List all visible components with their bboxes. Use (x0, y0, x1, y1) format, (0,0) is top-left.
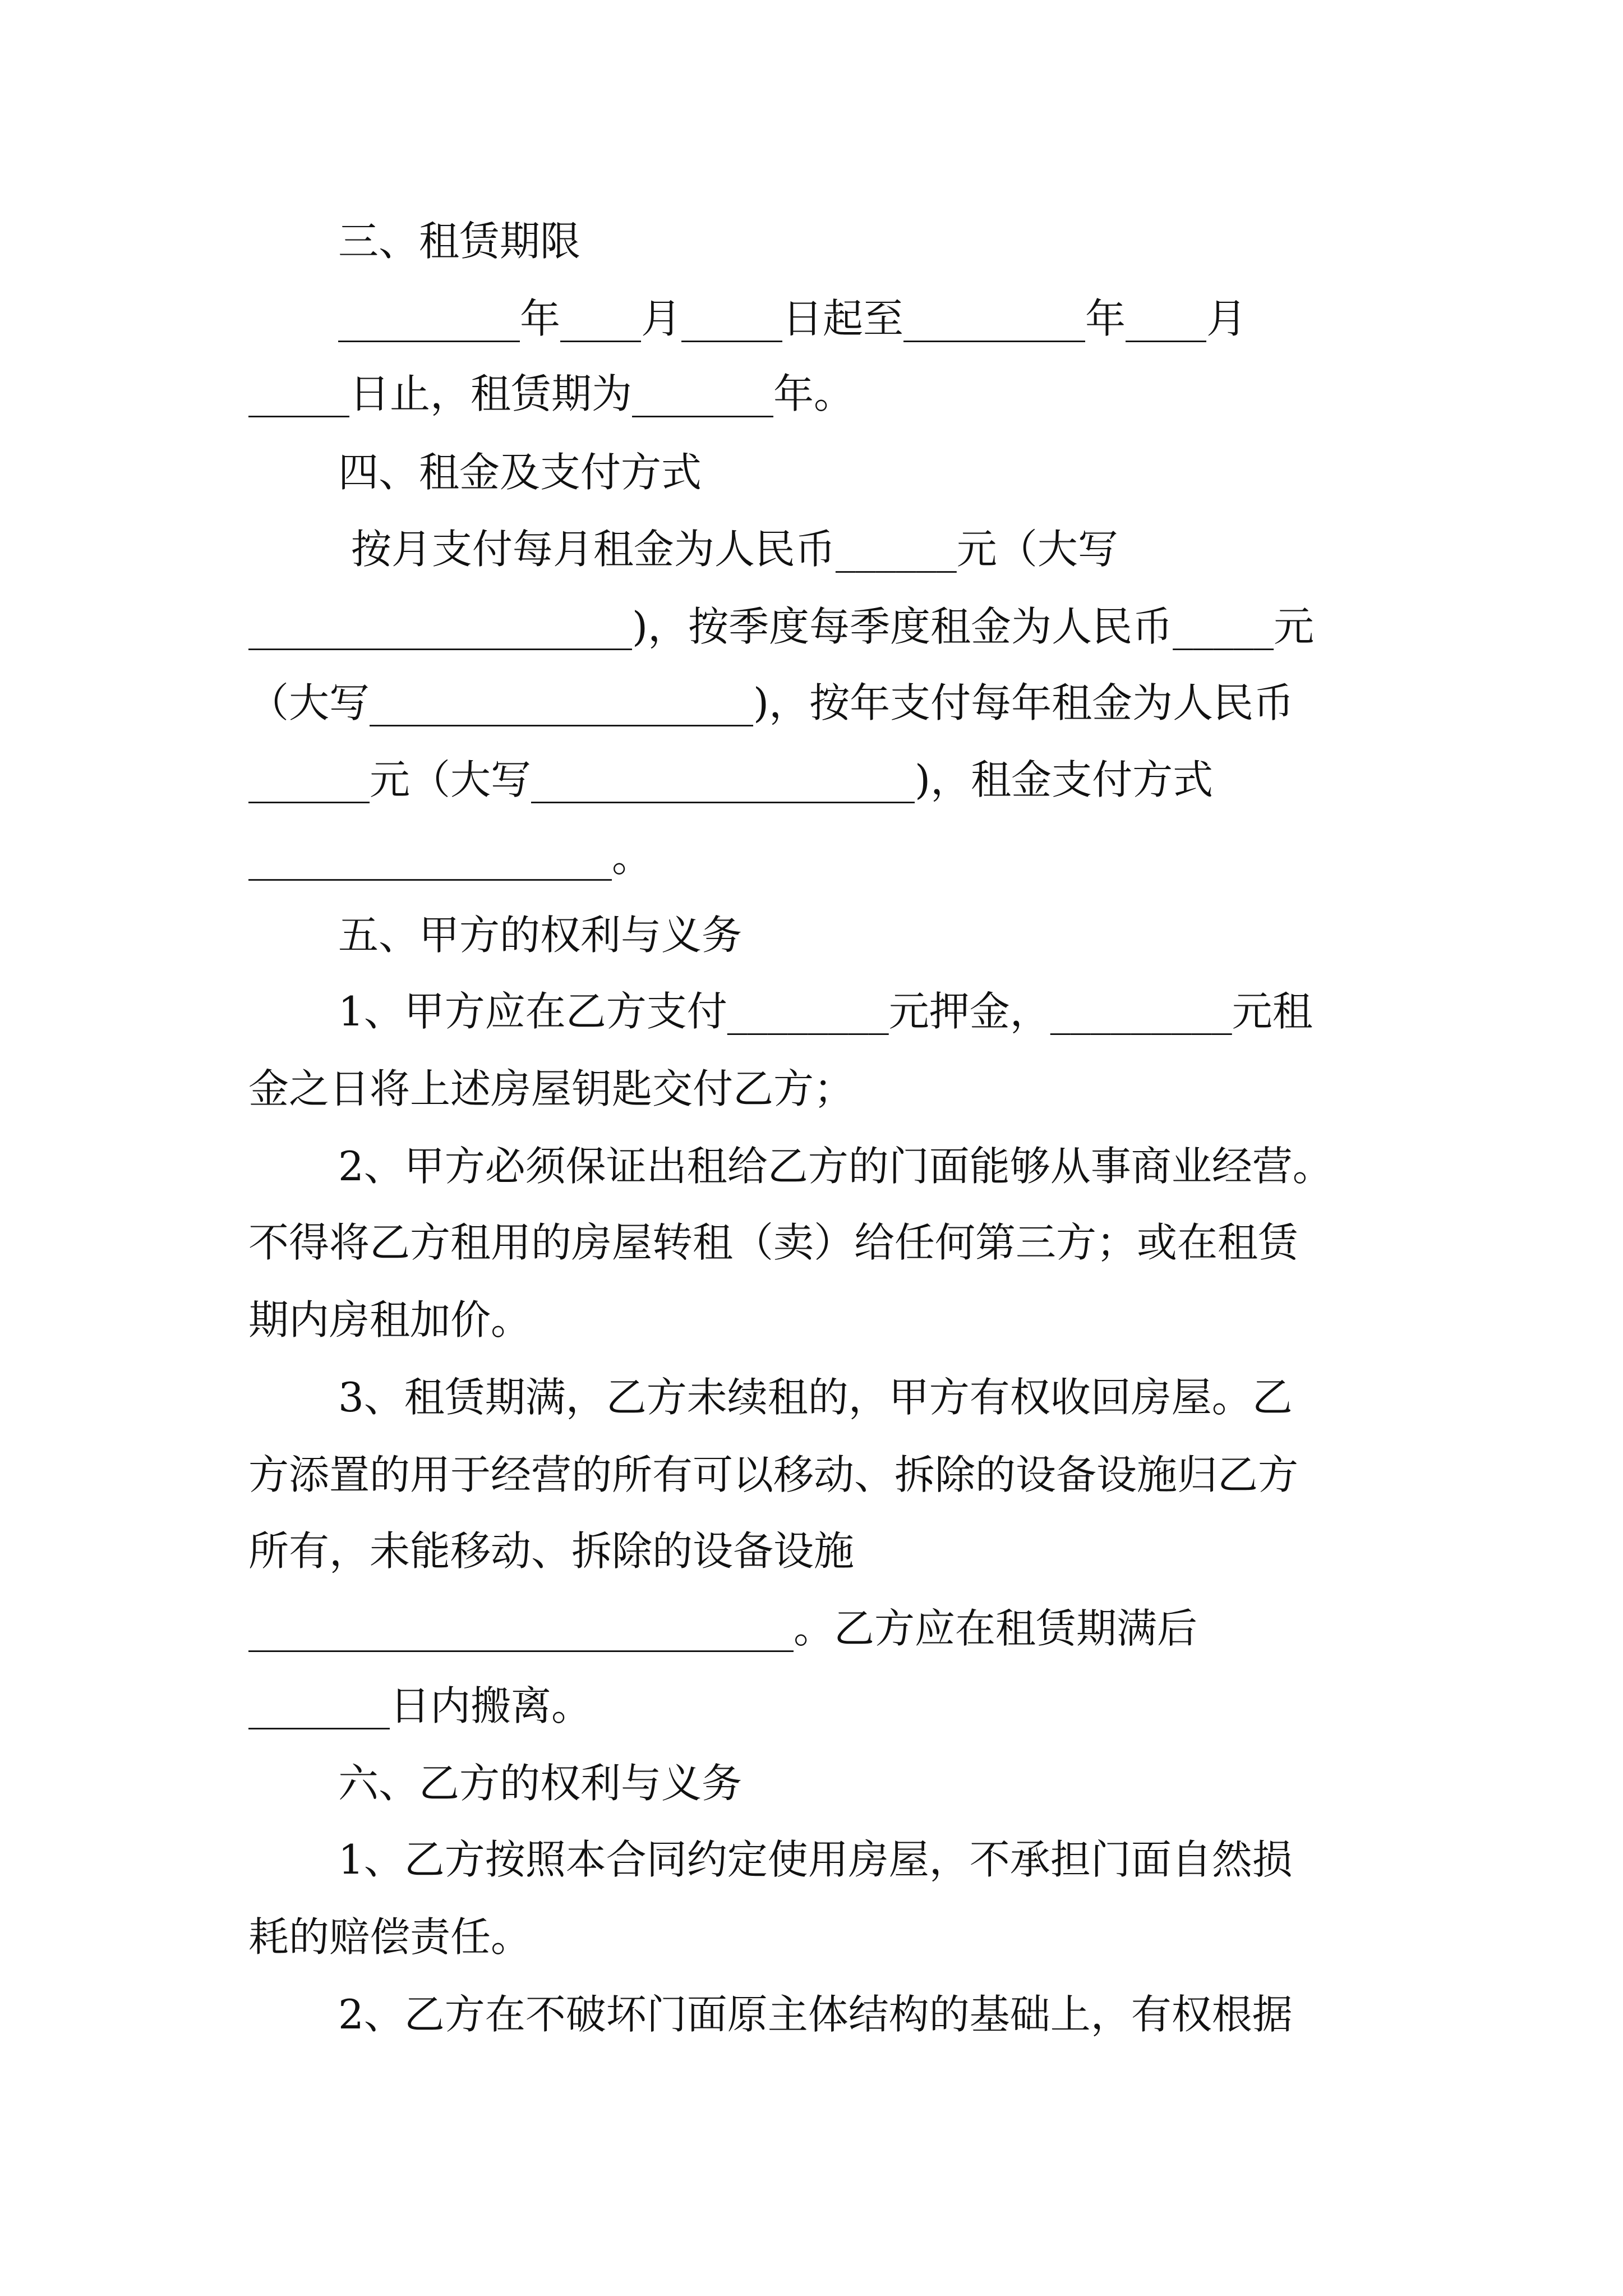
lease-term-dates-line-2: _____日止，租赁期为_______年。 (248, 370, 855, 417)
section-heading-party-b: 六、乙方的权利与义务 (338, 1760, 743, 1807)
rent-paragraph-line-5: __________________。 (248, 834, 652, 881)
section-heading-party-a: 五、甲方的权利与义务 (338, 912, 743, 959)
justified-text: 所有，未能移动、拆除的设备设施 (248, 1527, 855, 1575)
party-a-clause-3-line-5: _______日内搬离。 (248, 1682, 592, 1729)
party-a-clause-2-line-1: 2、甲方必须保证出租给乙方的门面能够从事商业经营。 (338, 1143, 1333, 1190)
party-a-clause-3-line-3 (248, 1523, 1393, 1579)
party-a-clause-2-line-3: 期内房租加价。 (248, 1296, 532, 1343)
party-a-clause-1-line-1: 1、甲方应在乙方支付________元押金，_________元租 (338, 988, 1313, 1035)
section-heading-rent-payment: 四、租金及支付方式 (338, 449, 702, 496)
party-a-clause-3-line-1: 3、租赁期满，乙方未续租的，甲方有权收回房屋。乙 (338, 1374, 1293, 1421)
rent-paragraph-line-1: 按月支付每月租金为人民币______元（大写 (338, 526, 1118, 573)
party-b-clause-1-line-2: 耗的赔偿责任。 (248, 1913, 532, 1961)
rent-paragraph-line-3: （大写___________________)，按年支付每年租金为人民币 (248, 679, 1294, 726)
party-a-clause-1-line-2: 金之日将上述房屋钥匙交付乙方； (248, 1065, 855, 1112)
party-a-clause-3-line-4: ___________________________。乙方应在租赁期满后 (248, 1605, 1198, 1652)
lease-term-dates-line-1: _________年____月_____日起至_________年____月 (338, 295, 1247, 342)
rent-paragraph-line-2: ___________________)，按季度每季度租金为人民币_____元 (248, 603, 1315, 650)
party-a-clause-2-line-2: 不得将乙方租用的房屋转租（卖）给任何第三方；或在租赁 (248, 1219, 1299, 1266)
party-b-clause-1-line-1: 1、乙方按照本合同约定使用房屋，不承担门面自然损 (338, 1836, 1293, 1883)
rent-paragraph-line-4: ______元（大写___________________)，租金支付方式 (248, 756, 1214, 803)
party-a-clause-3-line-2: 方添置的用于经营的所有可以移动、拆除的设备设施归乙方 (248, 1451, 1299, 1498)
party-b-clause-2-line-1: 2、乙方在不破坏门面原主体结构的基础上，有权根据 (338, 1991, 1293, 2038)
section-heading-lease-term: 三、租赁期限 (338, 218, 581, 265)
